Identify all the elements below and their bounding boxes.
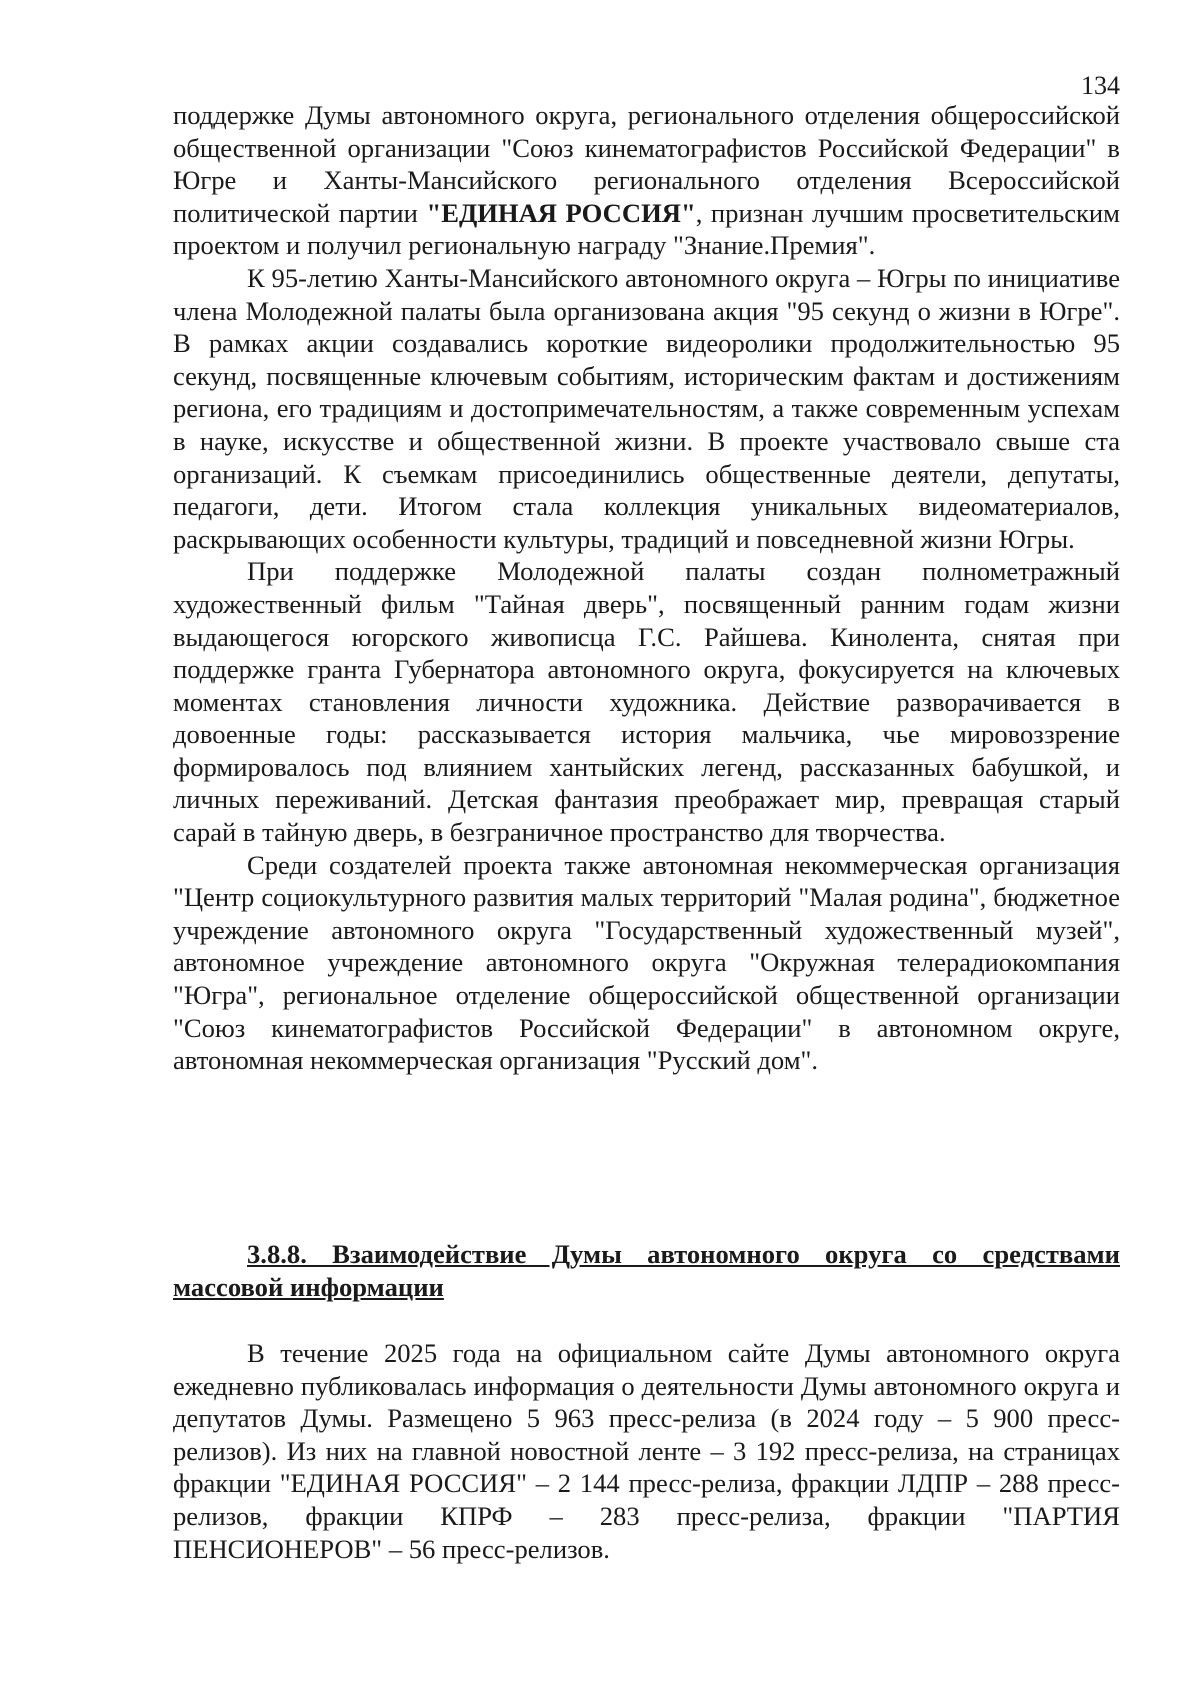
body-text <box>173 99 1120 1077</box>
paragraph-text: , признан лучшим просветительским проектом и получил региональную награду "Знание.Премия". <box>173 197 1120 261</box>
section-body <box>173 1337 1120 1565</box>
paragraph-continuation <box>173 99 1120 262</box>
page-number: 134 <box>1081 71 1120 100</box>
paragraph-text: поддержке Думы автономного округа, регионального отделения общероссийской общественной организации "Союз кинематографистов Российской Федерации" в Югре и Ханты-Мансийского регионального отделения Всероссийской политической партии <box>173 100 1120 228</box>
party-name-bold: "ЕДИНАЯ РОССИЯ" <box>426 197 696 228</box>
paragraph-press-releases: В течение 2025 года на официальном сайте Думы автономного округа ежедневно публиковалась информация о деятельности Думы автономного округа и депутатов Думы. Размещено 5 963 пресс-релиза (в 2024 году – 5 900 пресс-релизов). Из них на главной новостной ленте – 3 192 пресс-релиза, на страницах фракции "ЕДИНАЯ РОССИЯ" – 2 144 пресс-релиза, фракции ЛДПР – 288 пресс-релизов, фракции КПРФ – 283 пресс-релиза, фракции "ПАРТИЯ ПЕНСИОНЕРОВ" – 56 пресс-релизов. <box>173 1338 1120 1564</box>
section-heading: 3.8.8. Взаимодействие Думы автономного округа со средствами массовой информации <box>173 1239 1120 1302</box>
paragraph-95-seconds: К 95-летию Ханты-Мансийского автономного округа – Югры по инициативе члена Молодежной палаты была организована акция "95 секунд о жизни в Югре". В рамках акции создавались короткие видеоролики продолжительностью 95 секунд, посвященные ключевым событиям, историческим фактам и достижениям региона, его традициям и достопримечательностям, а также современным успехам в науке, искусстве и общественной жизни. В проекте участвовало свыше ста организаций. К съемкам присоединились общественные деятели, депутаты, педагоги, дети. Итогом стала коллекция уникальных видеоматериалов, раскрывающих особенности культуры, традиций и повседневной жизни Югры. <box>173 262 1120 554</box>
paragraph-film: При поддержке Молодежной палаты создан полнометражный художественный фильм "Тайная дверь", посвященный ранним годам жизни выдающегося югорского живописца Г.С. Райшева. Кинолента, снятая при поддержке гранта Губернатора автономного округа, фокусируется на ключевых моментах становления личности художника. Действие разворачивается в довоенные годы: рассказывается история мальчика, чье мировоззрение формировалось под влиянием хантыйских легенд, рассказанных бабушкой, и личных переживаний. Детская фантазия преображает мир, превращая старый сарай в тайную дверь, в безграничное пространство для творчества. <box>173 556 1120 848</box>
paragraph-creators: Среди создателей проекта также автономная некоммерческая организация "Центр социокультурного развития малых территорий "Малая родина", бюджетное учреждение автономного округа "Государственный художественный музей", автономное учреждение автономного округа "Окружная телерадиокомпания "Югра", региональное отделение общероссийской общественной организации "Союз кинематографистов Российской Федерации" в автономном округе, автономная некоммерческая организация "Русский дом". <box>173 849 1120 1076</box>
